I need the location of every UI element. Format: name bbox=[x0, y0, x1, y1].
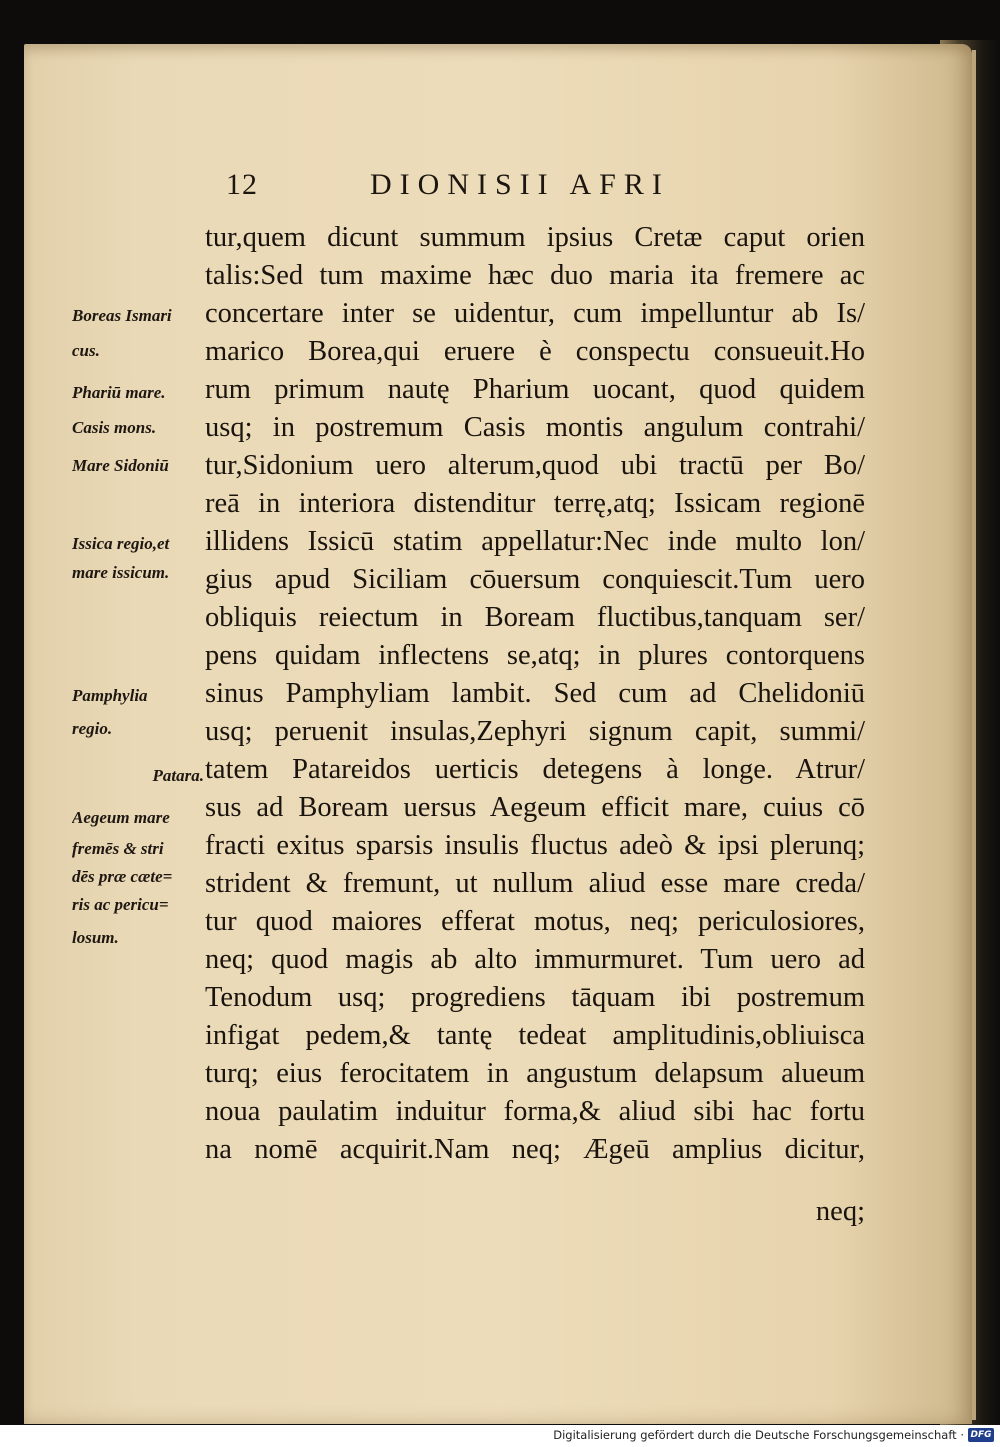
text-line: strident & fremunt, ut nullum aliud esse mare creda/ bbox=[205, 868, 865, 899]
page-fore-edge bbox=[972, 50, 976, 1420]
text-line: tatem Patareidos uerticis detegens à longe. Atrur/ bbox=[205, 754, 865, 785]
margin-note: dēs præ cæte= bbox=[72, 867, 173, 886]
text-line: na nomē acquirit.Nam neq; Ægeū amplius dicitur, bbox=[205, 1134, 865, 1165]
margin-note: Issica regio,et bbox=[72, 534, 170, 553]
text-line: gius apud Siciliam cōuersum conquiescit.Tum uero bbox=[205, 564, 865, 595]
text-line: tur quod maiores efferat motus, neq; periculosiores, bbox=[205, 906, 865, 937]
text-line: reā in interiora distenditur terrę,atq; Issicam regionē bbox=[205, 488, 865, 519]
text-line: tur,Sidonium uero alterum,quod ubi tractū per Bo/ bbox=[205, 450, 865, 481]
footer-bar bbox=[0, 1425, 1000, 1447]
dfg-logo-icon: DFG bbox=[968, 1428, 994, 1442]
text-line: Tenodum usq; progrediens tāquam ibi postremum bbox=[205, 982, 865, 1013]
text-line: sinus Pamphyliam lambit. Sed cum ad Chelidoniū bbox=[205, 678, 865, 709]
text-line: rum primum nautę Pharium uocant, quod quidem bbox=[205, 374, 865, 405]
text-line: fracti exitus sparsis insulis fluctus adeò & ipsi plerunq; bbox=[205, 830, 865, 861]
text-line: usq; in postremum Casis montis angulum contrahi/ bbox=[205, 412, 865, 443]
margin-note: Aegeum mare bbox=[72, 808, 170, 827]
text-line: marico Borea,qui eruere è conspectu consueuit.Ho bbox=[205, 336, 865, 367]
funding-notice: Digitalisierung gefördert durch die Deutsche Forschungsgemeinschaft · bbox=[553, 1428, 964, 1442]
text-line: noua paulatim induitur forma,& aliud sibi hac fortu bbox=[205, 1096, 865, 1127]
text-line: concertare inter se uidentur, cum impelluntur ab Is/ bbox=[205, 298, 865, 329]
text-line: turq; eius ferocitatem in angustum delapsum alueum bbox=[205, 1058, 865, 1089]
text-line: illidens Issicū statim appellatur:Nec inde multo lon/ bbox=[205, 526, 865, 557]
margin-note: Mare Sidoniū bbox=[72, 456, 169, 475]
margin-note: Boreas Ismari bbox=[72, 306, 172, 325]
text-line: talis:Sed tum maxime hæc duo maria ita fremere ac bbox=[205, 260, 865, 291]
margin-note: ris ac pericu= bbox=[72, 895, 169, 914]
margin-note: Phariū mare. bbox=[72, 383, 166, 402]
page-number: 12 bbox=[226, 168, 258, 201]
margin-note: cus. bbox=[72, 341, 100, 360]
text-line: tur,quem dicunt summum ipsius Cretæ caput orien bbox=[205, 222, 865, 253]
margin-note: Casis mons. bbox=[72, 418, 157, 437]
running-head: DIONISII AFRI bbox=[370, 168, 670, 201]
text-line: infigat pedem,& tantę tedeat amplitudinis,obliuisca bbox=[205, 1020, 865, 1051]
margin-note: mare issicum. bbox=[72, 563, 170, 582]
text-line: pens quidam inflectens se,atq; in plures contorquens bbox=[205, 640, 865, 671]
margin-note: Patara. bbox=[152, 766, 204, 785]
margin-note: Pamphylia bbox=[72, 686, 148, 705]
catchword: neq; bbox=[815, 1196, 865, 1227]
margin-note: fremēs & stri bbox=[72, 839, 164, 858]
margin-note: regio. bbox=[72, 719, 113, 738]
page-header bbox=[200, 162, 960, 206]
text-line: sus ad Boream uersus Aegeum efficit mare, cuius cō bbox=[205, 792, 865, 823]
text-line: neq; quod magis ab alto immurmuret. Tum uero ad bbox=[205, 944, 865, 975]
margin-note: losum. bbox=[72, 928, 119, 947]
text-line: obliquis reiectum in Boream fluctibus,tanquam ser/ bbox=[205, 602, 865, 633]
text-line: usq; peruenit insulas,Zephyri signum capit, summi/ bbox=[205, 716, 865, 747]
